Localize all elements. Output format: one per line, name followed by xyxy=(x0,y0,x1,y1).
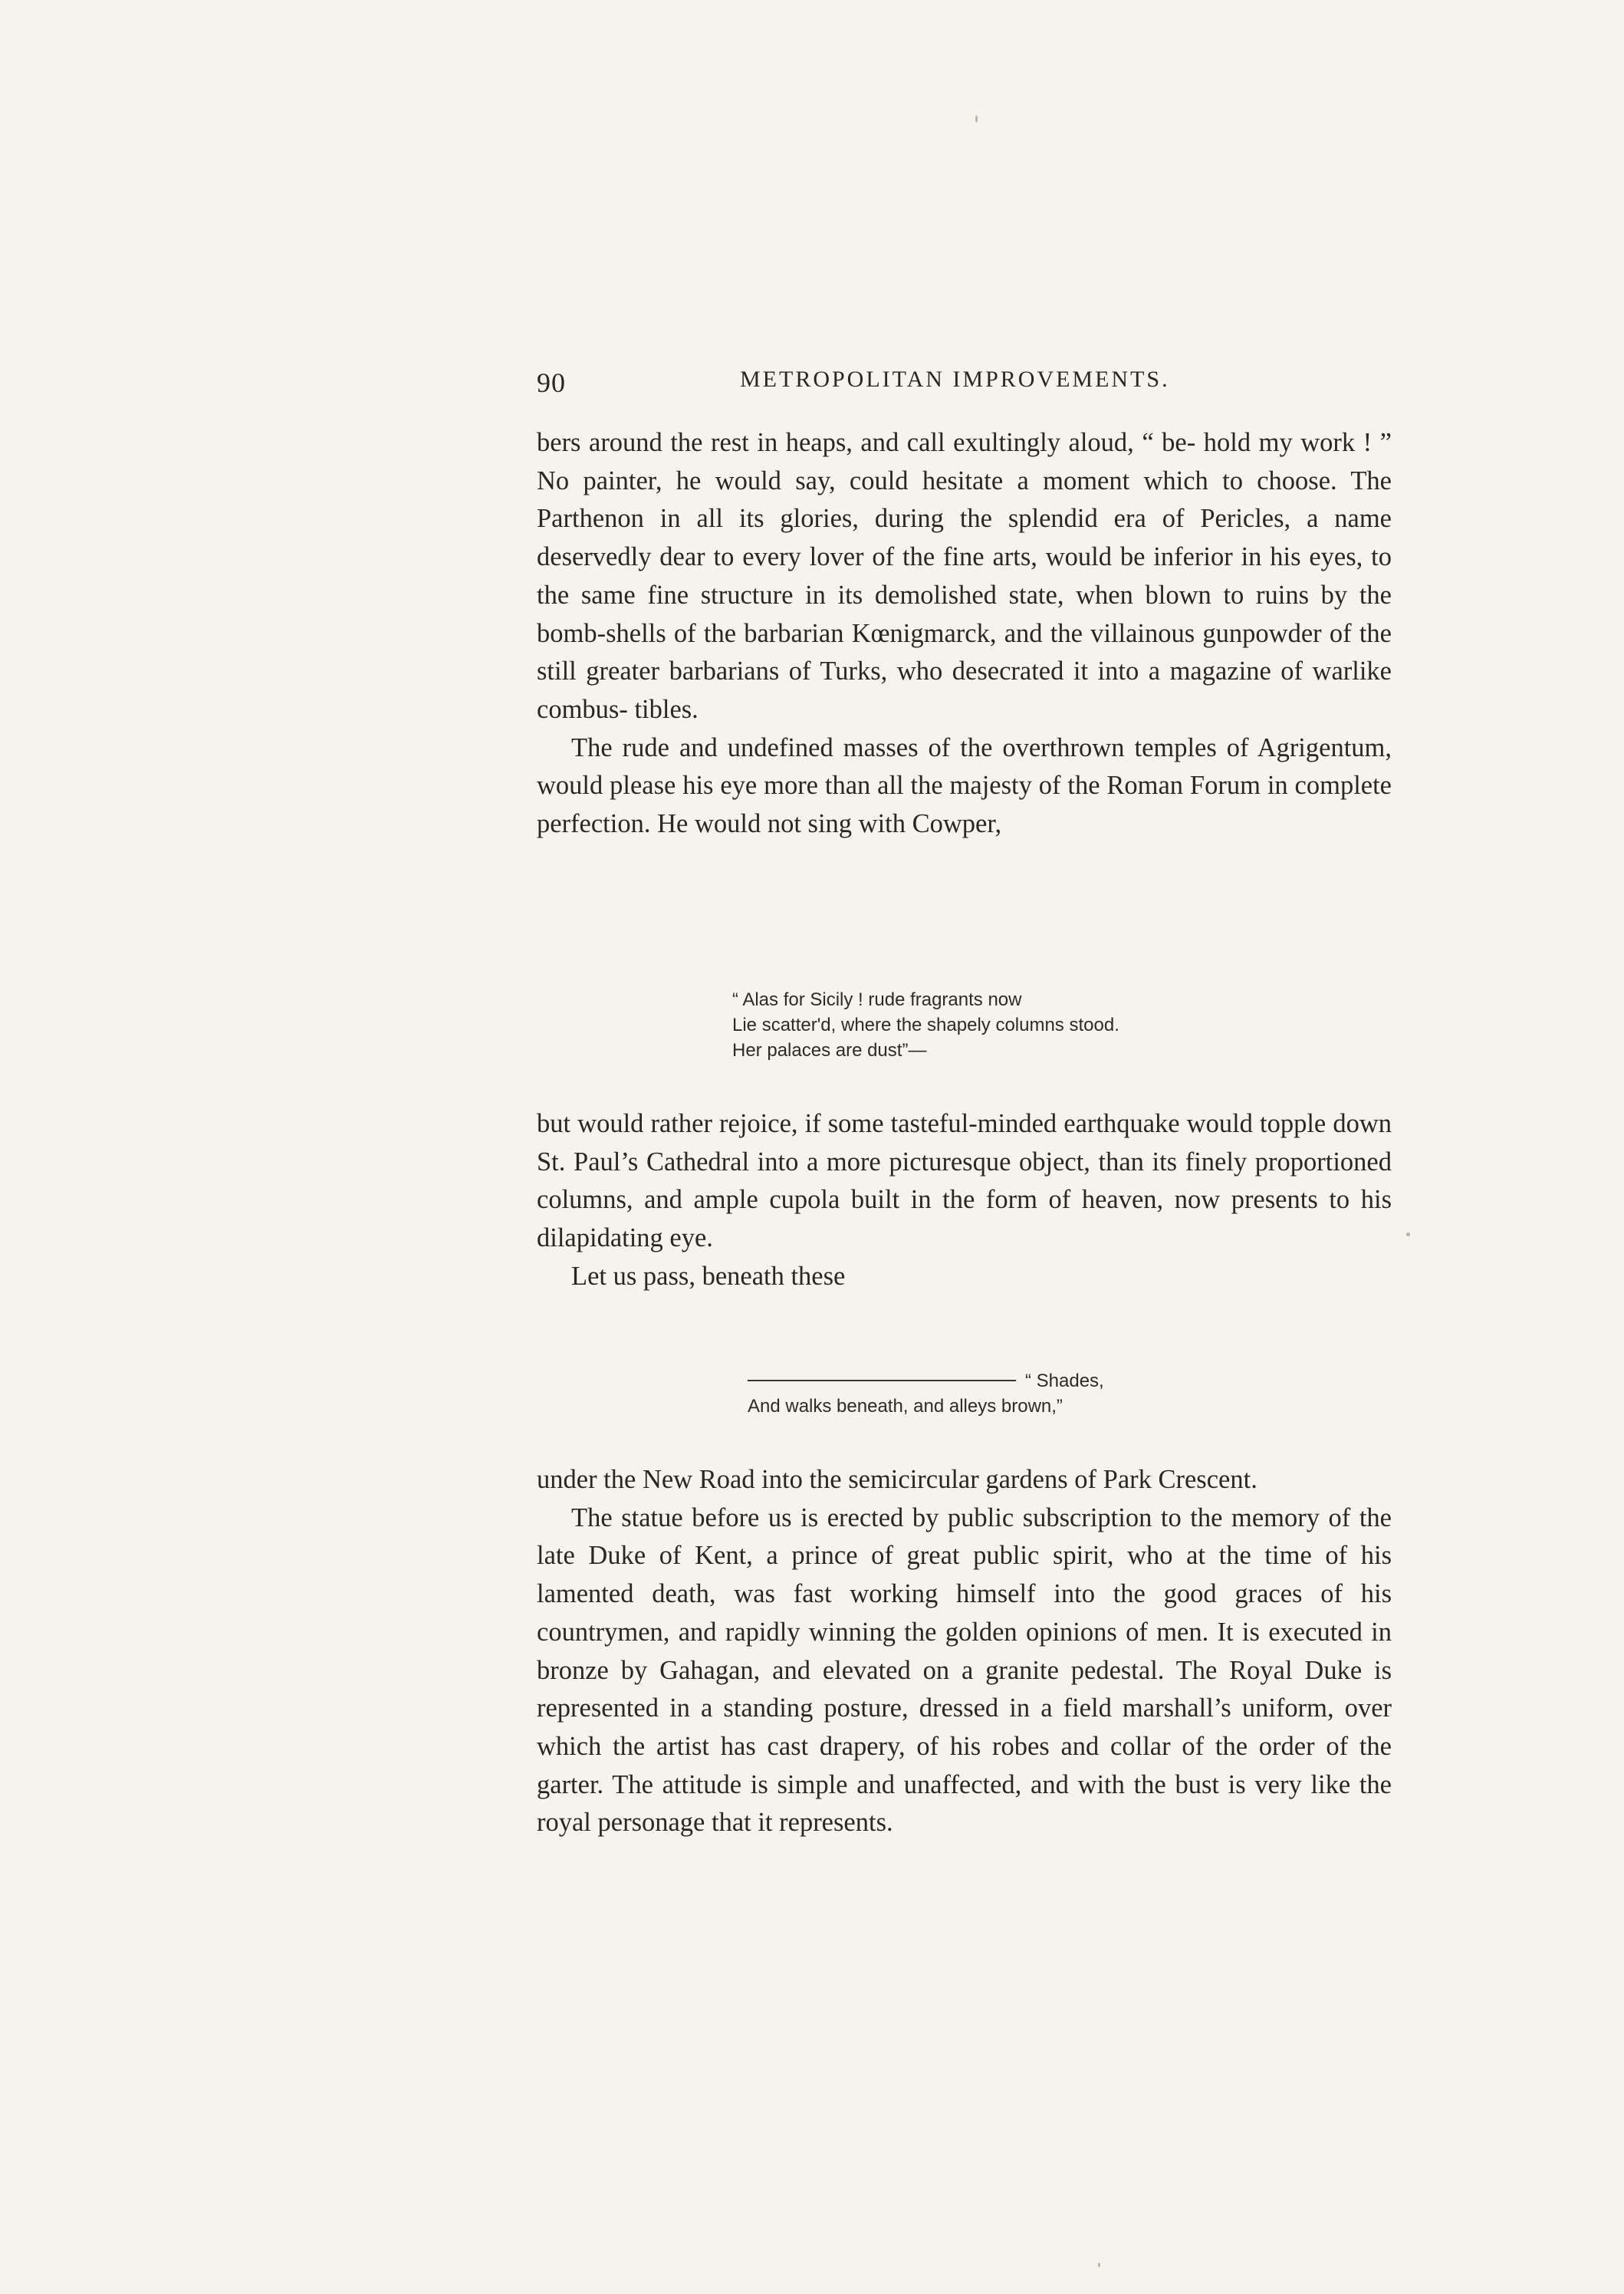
quote-text: “ Shades, xyxy=(1025,1371,1104,1391)
paragraph-earthquake: but would rather rejoice, if some tasteful-minded earthquake would topple down St. Paul’s Cathedral into a more picturesque object, than its finely proportioned columns, and ample cupola built in the form of heaven, now presents to his dilapidating eye. xyxy=(537,1109,1392,1253)
paper-speck xyxy=(1098,2263,1100,2267)
text-block-1 xyxy=(537,424,1392,844)
paper-speck xyxy=(1406,1233,1410,1236)
cowper-quote xyxy=(732,987,1119,1063)
paper-speck xyxy=(975,115,978,123)
quote-dash-rule xyxy=(748,1380,1016,1381)
shades-quote xyxy=(748,1368,1104,1419)
paragraph-statue: The statue before us is erected by public subscription to the memory of the late Duke of Kent, a prince of great public spirit, who at the time of his lamented death, was fast working himself into the good graces of his countrymen, and rapidly winning the golden opinions of men. It is executed in bronze by Gahagan, and elevated on a granite pedestal. The Royal Duke is represented in a standing posture, dressed in a field marshall’s uniform, over which the artist has cast drapery, of his robes and collar of the order of the garter. The attitude is simple and unaffected, and with the bust is very like the royal personage that it represents. xyxy=(537,1502,1392,1838)
text-block-2 xyxy=(537,1105,1392,1296)
quote-line: And walks beneath, and alleys brown,” xyxy=(748,1396,1063,1417)
paragraph-new-road: under the New Road into the semicircular gardens of Park Crescent. xyxy=(537,1465,1257,1494)
text-block-3 xyxy=(537,1461,1392,1842)
running-head: METROPOLITAN IMPROVEMENTS. xyxy=(740,367,1170,392)
paragraph-agrigentum: The rude and undefined masses of the overthrown temples of Agrigentum, would please his eye more than all the majesty of the Roman Forum in complete perfection. He would not sing with Cowper, xyxy=(537,732,1392,839)
page-number: 90 xyxy=(537,367,566,398)
quote-line: Lie scatter'd, where the shapely columns stood. xyxy=(732,1015,1119,1035)
quote-line: Her palaces are dust”— xyxy=(732,1040,927,1061)
quote-line: “ Alas for Sicily ! rude fragrants now xyxy=(732,989,1022,1010)
paragraph-let-us-pass: Let us pass, beneath these xyxy=(571,1261,846,1291)
quote-line xyxy=(748,1368,1104,1394)
paragraph-continued: bers around the rest in heaps, and call exultingly aloud, “ be- hold my work ! ” No painter, he would say, could hesitate a moment which to choose. The Parthenon in all its glories, during the splendid era of Pericles, a name deservedly dear to every lover of the fine arts, would be inferior in his eyes, to the same fine structure in its demolished state, when blown to ruins by the bomb-shells of the barbarian Kœnigmarck, and the villainous gunpowder of the still greater barbarians of Turks, who desecrated it into a magazine of warlike combus- tibles. xyxy=(537,428,1392,724)
page-header xyxy=(537,367,1384,405)
